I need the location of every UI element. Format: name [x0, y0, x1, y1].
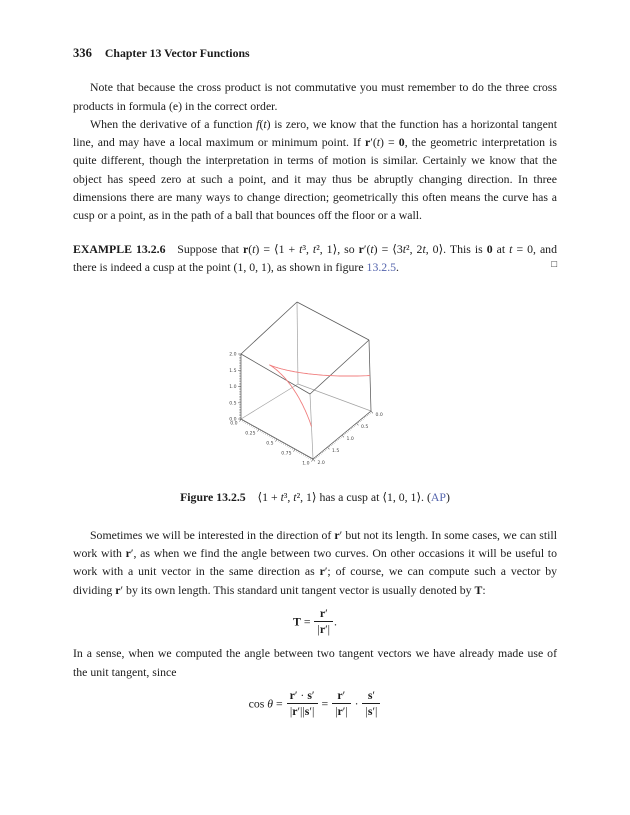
text-run: r — [334, 527, 340, 542]
text-run: t — [280, 489, 284, 504]
cusp-curve — [269, 365, 370, 427]
y-axis-minor-tick — [292, 448, 293, 450]
x-axis-minor-tick — [364, 417, 365, 418]
y-axis-minor-tick — [287, 445, 288, 447]
text-run: | — [289, 704, 293, 719]
inline-link[interactable]: AP — [430, 489, 446, 504]
text-run: | — [335, 704, 338, 719]
text-run: t — [376, 135, 381, 150]
text-run: ′| — [309, 704, 315, 719]
text-run: 0 — [486, 241, 493, 256]
text-run: Sometimes we will be interested in the direction of — [90, 527, 335, 542]
x-axis-minor-tick — [352, 427, 353, 428]
x-axis-tick-label: 1.0 — [346, 437, 354, 443]
z-axis-tick-label: 0.0 — [229, 417, 237, 423]
box-edge — [241, 302, 297, 354]
text-run: t — [509, 241, 513, 256]
x-axis-minor-tick — [358, 422, 359, 423]
page-number: 336 — [73, 46, 92, 60]
paragraph-cross-product — [73, 78, 557, 115]
text-run: r — [337, 704, 343, 719]
text-run: , 0⟩. This is — [425, 241, 487, 256]
figure-3d-plot — [165, 292, 465, 478]
y-axis-tick — [294, 449, 296, 452]
text-run: When the derivative of a function — [90, 116, 257, 131]
text-run: s — [367, 688, 373, 703]
x-axis-minor-tick — [348, 430, 349, 431]
y-axis-minor-tick — [310, 458, 311, 460]
y-axis-minor-tick — [280, 441, 281, 443]
x-axis-minor-tick — [361, 420, 362, 421]
y-axis-minor-tick — [274, 438, 275, 440]
text-run: ′ — [311, 688, 315, 703]
x-axis-minor-tick — [339, 438, 340, 439]
text-run: t — [370, 241, 374, 256]
text-run: r — [292, 704, 298, 719]
text-run: ′, as when we find the angle between two curves. On other occasions it will be useful to work with a unit vector in the same direction as — [73, 546, 557, 579]
x-axis-minor-tick — [326, 448, 327, 449]
z-axis-tick-label: 0.5 — [229, 401, 237, 407]
text-run: ′( — [370, 135, 377, 150]
text-run: r — [289, 688, 295, 703]
y-axis-minor-tick — [300, 452, 301, 454]
text-run: Note that because the cross product is not commutative you must remember to do the three cross products in formula (e) in the correct order. — [73, 80, 557, 113]
text-run: ) — [445, 489, 450, 504]
y-axis-tick-label: 1.0 — [302, 461, 310, 467]
text-run: ′|| — [297, 704, 305, 719]
text-run: | — [365, 704, 368, 719]
x-axis-minor-tick — [354, 426, 355, 427]
text-run: In a sense, when we computed the angle between two tangent vectors we have already made use of the unit tangent, since — [73, 646, 557, 679]
y-axis-minor-tick — [278, 440, 279, 442]
formula-unit-tangent — [73, 608, 557, 637]
x-axis-minor-tick — [362, 418, 363, 419]
text-run: s — [307, 688, 312, 703]
x-axis-minor-tick — [314, 458, 315, 459]
fraction — [332, 689, 351, 718]
box-hidden-edge — [298, 384, 371, 411]
x-axis-minor-tick — [370, 412, 371, 413]
fraction — [314, 607, 333, 636]
text-run: , the geometric interpretation is quite different, though the interpretation in terms of motion is similar. Certainly we know that the object has speed zero at such a point, and it may thus be abruptly changing direction. In three dimensions there are many ways to change direction; geometrically this often means the curve has a cusp or a point, as in the path of a ball that bounces off the floor or a wall. — [73, 135, 557, 223]
x-axis-minor-tick — [319, 454, 320, 455]
text-run: ³, — [302, 241, 313, 256]
y-axis-minor-tick — [249, 424, 250, 426]
text-run: t — [263, 116, 267, 131]
example-13-2-6 — [73, 240, 557, 277]
box-hidden-edge — [241, 384, 298, 419]
y-axis-minor-tick — [246, 422, 247, 424]
paragraph-unit-tangent — [73, 526, 557, 599]
y-axis-tick-label: 0.0 — [230, 421, 238, 427]
x-axis-minor-tick — [359, 421, 360, 422]
y-axis-minor-tick — [296, 450, 297, 452]
x-axis-minor-tick — [365, 416, 366, 417]
text-run: t — [299, 241, 303, 256]
y-axis-minor-tick — [264, 432, 265, 434]
y-axis-minor-tick — [289, 446, 290, 448]
x-axis-minor-tick — [349, 429, 350, 430]
text-run: ) = ⟨3 — [373, 241, 403, 256]
figure-caption-text — [246, 490, 450, 504]
x-axis-minor-tick — [323, 451, 324, 452]
box-edge — [310, 340, 369, 394]
formula-period: . — [334, 614, 337, 629]
y-axis-minor-tick — [242, 420, 243, 422]
text-run: T — [474, 582, 483, 597]
y-axis-tick-label: 0.25 — [245, 431, 256, 437]
y-axis-minor-tick — [285, 444, 286, 446]
text-run: r — [358, 241, 364, 256]
end-of-example-marker: □ — [551, 259, 557, 270]
y-axis-minor-tick — [267, 434, 268, 436]
text-run: ′| — [372, 704, 378, 719]
text-run: | — [317, 622, 320, 637]
inline-link[interactable]: 13.2.5 — [366, 259, 397, 274]
text-run: ², 2 — [406, 241, 423, 256]
x-axis-minor-tick — [320, 453, 321, 454]
text-run: ′ by its own length. This standard unit tangent vector is usually denoted by — [120, 582, 475, 597]
text-run: ′| — [325, 622, 331, 637]
x-axis-minor-tick — [346, 432, 347, 433]
x-axis-tick — [357, 423, 359, 425]
text-run: t — [312, 241, 317, 256]
y-axis-minor-tick — [253, 426, 254, 428]
y-axis-tick — [240, 419, 242, 422]
x-axis-minor-tick — [351, 428, 352, 429]
text-run: r — [125, 546, 131, 561]
text-run: ′ · — [294, 688, 308, 703]
figure-13-2-5 — [73, 292, 557, 506]
fraction — [362, 689, 380, 718]
text-run: T — [293, 614, 301, 629]
text-run: r — [319, 564, 325, 579]
text-run: ⟨1 + — [245, 489, 281, 504]
text-run: r — [319, 606, 326, 621]
dot-operator: · — [351, 696, 362, 711]
y-axis-minor-tick — [273, 437, 274, 439]
y-axis-minor-tick — [256, 428, 257, 430]
y-axis-minor-tick — [244, 421, 245, 423]
y-axis-minor-tick — [265, 433, 266, 435]
text-run: ², 1⟩, so — [316, 241, 359, 256]
text-run: ′ but not its length. In some cases, we can still work with — [73, 527, 557, 561]
x-axis-minor-tick — [368, 414, 369, 415]
x-axis-minor-tick — [332, 444, 333, 445]
formula-lhs — [249, 696, 286, 710]
text-run: ′; of course, we can compute such a vector by dividing — [73, 564, 557, 597]
figure-caption-label: Figure 13.2.5 — [180, 489, 246, 504]
text-run: θ — [267, 696, 274, 711]
y-axis-minor-tick — [309, 457, 310, 459]
text-run: Suppose that — [165, 241, 243, 256]
y-axis-minor-tick — [262, 431, 263, 433]
y-axis-minor-tick — [301, 453, 302, 455]
y-axis-minor-tick — [260, 430, 261, 432]
text-run: s — [304, 704, 310, 719]
x-axis-tick — [371, 411, 373, 413]
text-run: ) is zero, we know that the function has a horizontal tangent line, and may have a local maximum or minimum point. If — [73, 116, 557, 150]
text-run: = 0, and there is indeed a cusp at the point (1, 0, 1), as shown in figure — [73, 241, 557, 274]
text-run: f — [256, 116, 260, 131]
text-run: ( — [259, 116, 264, 131]
text-run: t — [293, 489, 297, 504]
fraction — [287, 689, 318, 718]
text-run: EXAMPLE 13.2.6 — [73, 241, 166, 256]
x-axis-minor-tick — [343, 434, 344, 435]
text-run: ′( — [363, 241, 371, 256]
text-run: t — [252, 241, 256, 256]
x-axis-minor-tick — [341, 436, 342, 437]
y-axis-minor-tick — [251, 425, 252, 427]
paragraph-derivative-zero — [73, 115, 557, 225]
paragraph-in-a-sense — [73, 644, 557, 681]
y-axis-minor-tick — [269, 435, 270, 437]
x-axis-minor-tick — [355, 424, 356, 425]
text-run: ³, — [283, 489, 294, 504]
chapter-header: Chapter 13 Vector Functions — [104, 46, 250, 60]
text-run: r — [242, 241, 249, 256]
x-axis-tick — [328, 447, 330, 449]
y-axis-minor-tick — [291, 447, 292, 449]
text-run: ², 1⟩ has a cusp at ⟨1, 0, 1⟩. ( — [296, 489, 431, 504]
x-axis-minor-tick — [335, 441, 336, 442]
box-edge — [297, 302, 369, 340]
x-axis-tick-label: 0.5 — [361, 425, 369, 431]
text-run: = — [273, 696, 286, 711]
text-run: at — [492, 241, 510, 256]
text-run: s — [367, 704, 373, 719]
text-run: ′| — [342, 704, 348, 719]
y-axis-tick — [312, 459, 314, 462]
x-axis-minor-tick — [330, 445, 331, 446]
text-run: ′ — [372, 688, 376, 703]
x-axis-minor-tick — [336, 440, 337, 441]
y-axis-tick-label: 0.5 — [266, 441, 274, 447]
equals-sign: = — [318, 696, 332, 711]
y-axis-minor-tick — [303, 454, 304, 456]
formula-lhs — [293, 614, 313, 628]
page-header — [73, 44, 557, 62]
x-axis-minor-tick — [322, 452, 323, 453]
text-run: t — [402, 241, 407, 256]
text-run: : — [482, 582, 486, 597]
box-edge — [241, 354, 310, 394]
y-axis-minor-tick — [307, 456, 308, 458]
y-axis-minor-tick — [298, 451, 299, 453]
text-run: ′ — [325, 606, 328, 621]
text-run: cos — [248, 696, 268, 711]
x-axis-minor-tick — [325, 450, 326, 451]
x-axis-minor-tick — [333, 442, 334, 443]
text-run: 0 — [398, 135, 405, 150]
x-axis-minor-tick — [367, 415, 368, 416]
x-axis-minor-tick — [316, 457, 317, 458]
x-axis-minor-tick — [345, 433, 346, 434]
formula-cos-theta — [73, 690, 557, 719]
text-run: r — [364, 135, 371, 150]
z-axis-tick-label: 1.5 — [229, 369, 237, 375]
figure-caption — [73, 488, 557, 506]
z-axis-tick-label: 2.0 — [229, 352, 237, 358]
text-run: r — [115, 582, 121, 597]
y-axis-tick-label: 0.75 — [281, 451, 292, 457]
y-axis-minor-tick — [282, 442, 283, 444]
x-axis-tick-label: 1.5 — [332, 449, 340, 455]
x-axis-minor-tick — [329, 446, 330, 447]
z-axis-tick-label: 1.0 — [229, 385, 237, 391]
x-axis-tick — [342, 435, 344, 437]
text-run: r — [319, 622, 326, 637]
text-run: r — [337, 688, 343, 703]
y-axis-minor-tick — [283, 443, 284, 445]
text-run: ′ — [342, 688, 346, 703]
y-axis-tick — [258, 429, 260, 432]
x-axis-minor-tick — [338, 439, 339, 440]
y-axis-minor-tick — [305, 455, 306, 457]
text-run: t — [422, 241, 426, 256]
example-text — [73, 240, 557, 277]
y-axis-tick — [276, 439, 278, 442]
x-axis-minor-tick — [317, 456, 318, 457]
text-run: = — [300, 614, 314, 629]
text-run: . — [396, 259, 399, 274]
y-axis-minor-tick — [271, 436, 272, 438]
text-run: ) = — [380, 135, 399, 150]
text-run: ) = ⟨1 + — [255, 241, 300, 256]
x-axis-tick — [313, 459, 315, 461]
x-axis-tick-label: 2.0 — [317, 461, 325, 467]
y-axis-minor-tick — [247, 423, 248, 425]
text-run: ( — [248, 241, 253, 256]
x-axis-tick-label: 0.0 — [375, 413, 383, 419]
y-axis-minor-tick — [255, 427, 256, 429]
